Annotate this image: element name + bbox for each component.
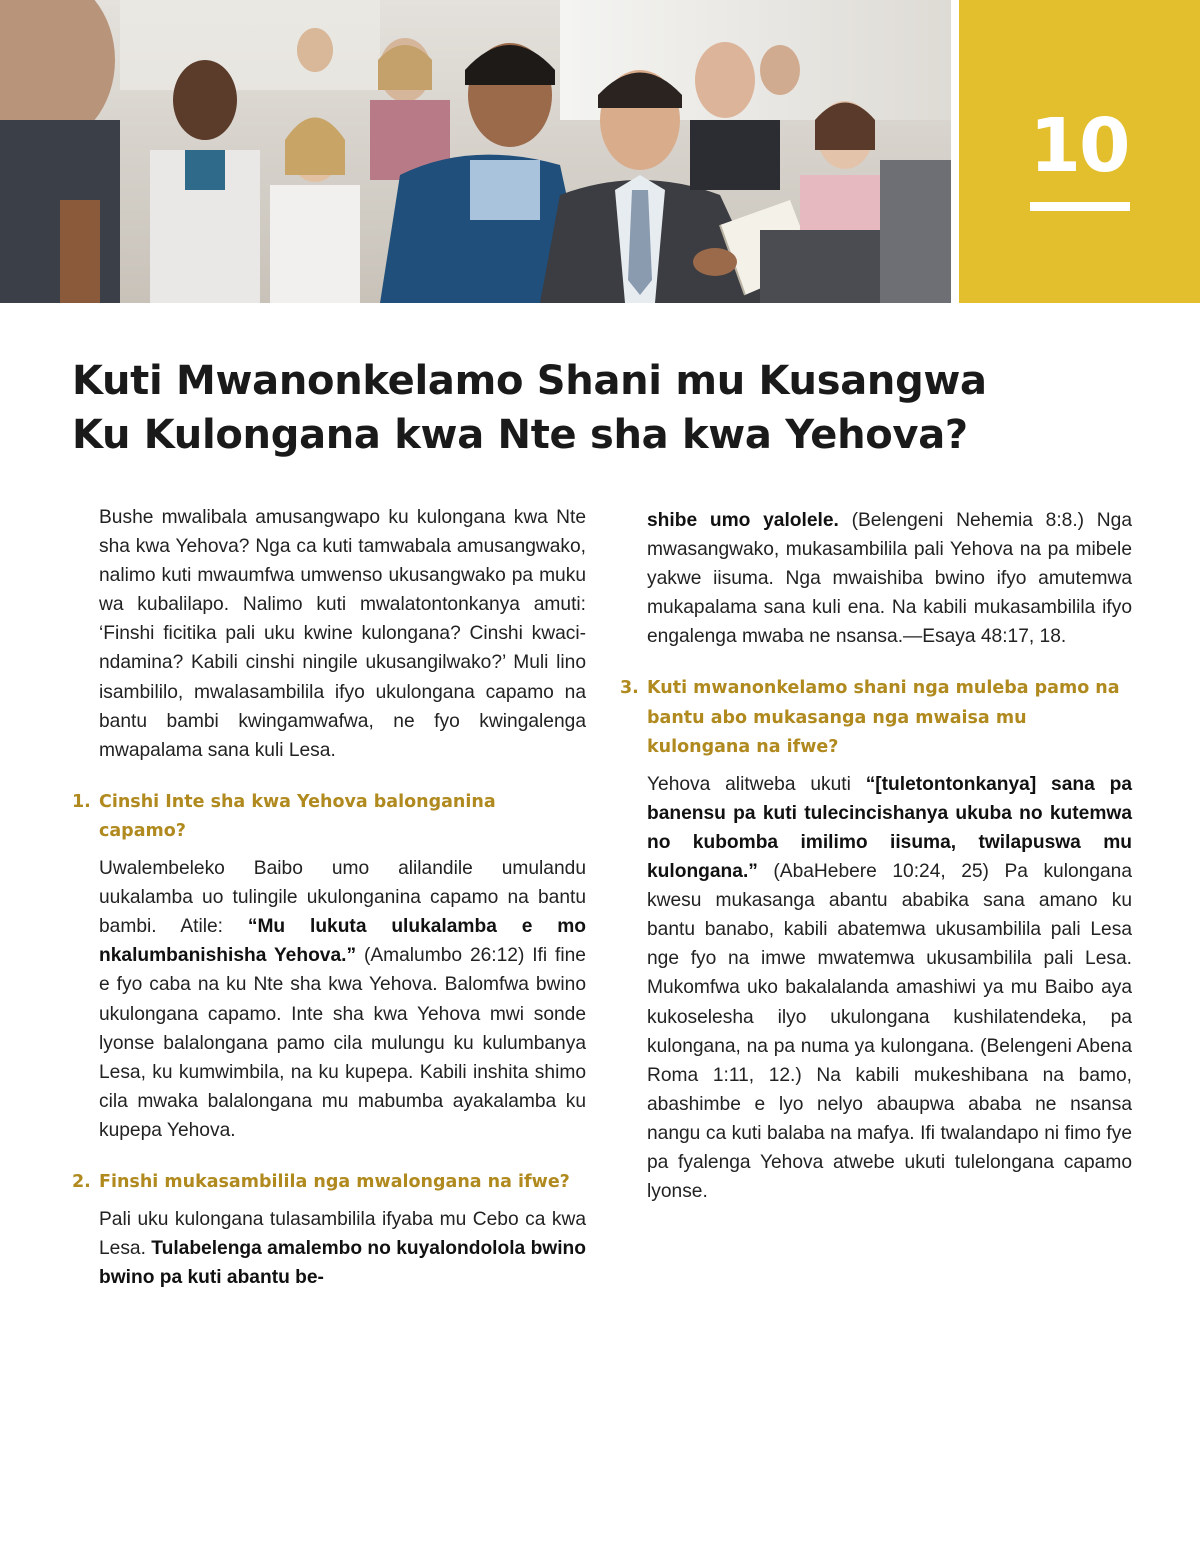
left-column [72,503,586,1292]
answer-3-text-before: Yehova alitweba ukuti [647,773,866,795]
page-title [72,354,1132,462]
answer-2-text-before: Pali uku kulongana tulasambilila ifyaba mu Cebo ca kwa Lesa. [99,1209,586,1260]
answer-2-quote-continued: shibe umo yalolele. [647,510,839,531]
lesson-number-underline [1030,202,1130,211]
photo-gap [951,0,959,303]
right-column [620,506,1132,1206]
answer-1-text-before: Uwalembeleko Baibo umo alilandile umulandu uukalamba uo tulingile ukulonganina capamo na bantu bambi. Atile: [99,858,586,938]
answer-2-quote: Tulabelenga amalembo no kuyalondolola bwino bwino pa kuti abantu be- [99,1238,586,1289]
question-1-text: Cinshi Inte sha kwa Yehova balonganina capamo? [99,791,496,841]
question-2 [72,1168,586,1197]
answer-2-text-after: (Belengeni Nehemia 8:8.) Nga mwasangwako, mukasambilila pali Yehova na pa mibele yakwe iisuma. Nga mwaishiba bwino ifyo amutemwa mukapalama sana kuli ena. Na kabili mukasambilila ifyo engalenga mwaba ne nsansa.—Esaya 48:17, 18. [647,510,1132,648]
question-3-number: 3. [620,678,639,699]
lesson-number: 10 [1029,103,1129,189]
answer-3-quote: “[tuletontonkanya] sana pa banensu pa kuti tulecincishanya ukuba no kutemwa no kubomba imilimo iisuma, twilapuswa mu kulongana.” [647,773,1132,883]
question-2-text: Finshi mukasambilila nga mwalongana na ifwe? [99,1171,570,1192]
question-3 [620,674,1132,761]
congregation-meeting-photo [0,0,951,303]
question-1 [72,788,586,846]
question-3-text: Kuti mwanonkelamo shani nga muleba pamo na bantu abo mukasanga nga mwaisa mu kulongana na ifwe? [647,678,1120,757]
answer-2-paragraph-part-2 [647,506,1132,651]
page-title-line-2: Ku Kulongana kwa Nte sha kwa Yehova? [72,412,968,458]
question-1-number: 1. [72,791,91,812]
intro-paragraph: Bushe mwalibala amusangwapo ku kulongana kwa Nte sha kwa Yehova? Nga ca kuti tamwabala amusangwako, nalimo kuti mwaumfwa umwenso ukusangwako pa muku wa kubalilapo. Nalimo kuti mwalatontonkanya amuti: ‘Finshi ficitika pali uku kwine kulongana? Cinshi kwacindamina? Kabili cinshi ningile ukusangilwako?’ Muli lino isambililo, mwalasambilila ifyo ukulongana capamo na bantu bambi kwingamwafwa, ne fyo kwingalenga mwapalama sana kuli Lesa. [99,507,586,761]
answer-3-text-after: (AbaHebere 10:24, 25) Pa kulongana kwesu mukasanga abantu ababika sana amano ku bantu banabo, kabili abatemwa ukusambilila pali Lesa nge fyo na imwe mwatemwa ukusambilila pali Lesa. Mukomfwa uko bakalalanda amashiwi ya mu Baibo aya kukoselesha ilyo ukulongana kushilatendeka, pa kulongana, na pa numa ya kulongana. (Belengeni Abena Roma 1:11, 12.) Na kabili mukeshibana na bamo, abashimbe e lyo nelyo abaupwa ababa ne nsansa nangu ca kuti balaba na mafya. Ifi twalandapo ni fimo fye pa fyalenga Yehova atwebe ukuti tulelongana capamo lyonse. [647,861,1132,1203]
answer-1-text-after: (Amalumbo 26:12) Ifi fine e fyo caba na ku Nte sha kwa Yehova. Balomfwa bwino ukulongana capamo. Inte sha kwa Yehova mwi sonde lyonse balalongana pamo cila mulungu ku kulumbanya Lesa, ku kumwimbila, na ku kupepa. Kabili inshita shimo cila mwaka balalongana mu mabumba ayakalamba ku kupepa Yehova. [99,945,586,1141]
answer-1-quote: “Mu lukuta ulukalamba e mo nkalumbanishisha Yehova.” [99,916,586,967]
answer-2-paragraph-part-1 [99,1205,586,1292]
question-2-number: 2. [72,1171,91,1192]
header-photo [0,0,951,303]
answer-1-paragraph [99,854,586,1145]
answer-3-paragraph [647,770,1132,1206]
page-title-line-1: Kuti Mwanonkelamo Shani mu Kusangwa [72,358,987,404]
